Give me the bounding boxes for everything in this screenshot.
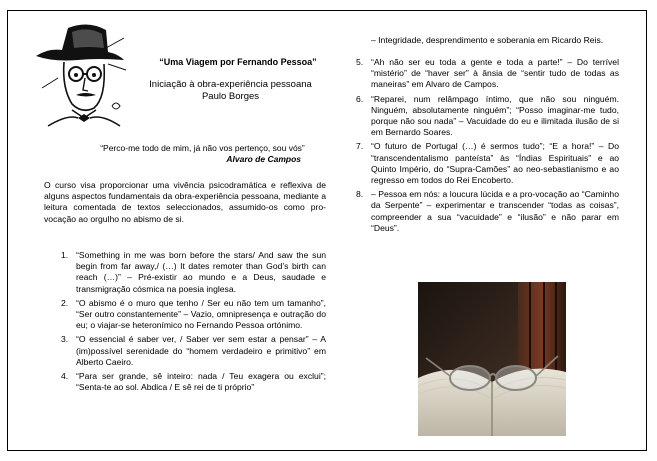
subtitle-course: Iniciação à obra-experiência pessoana xyxy=(149,79,312,90)
list-item: 3. “O essencial é saber ver, / Saber ver sem estar a pensar” – A (im)possível serenidade do “homem verdadeiro e primitivo” em Alberto Caeiro. xyxy=(61,334,326,367)
list-item: 4. “Para ser grande, sê inteiro: nada / Teu exagera ou exclui”; “Senta-te ao sol. Abdica / E sê rei de ti próprio” xyxy=(61,371,326,393)
list-item: 6. “Reparei, num relâmpago íntimo, que não sou ninguém. Ninguém, absolutamente ninguém”; “Posso imaginar-me tudo, porque não sou nada” – Vacuidade do eu e ilimitada ilusão de si em Bernardo Soares. xyxy=(356,93,619,138)
intro-paragraph: O curso visa proporcionar uma vivência psicodramática e reflexiva de alguns aspectos fundamentais da obra-experiência pessoana, mediante a leitura comentada de textos seleccionados, assumido-os como pro-vocação ao orgulho no abismo de si. xyxy=(44,180,326,224)
subtitle xyxy=(128,79,333,103)
item-4-continuation: – Integridade, desprendimento e soberania em Ricardo Reis. xyxy=(371,35,604,45)
epigraph xyxy=(80,143,325,165)
pessoa-portrait-image xyxy=(28,18,128,128)
topic-list-left xyxy=(61,250,326,396)
list-item: 2. “O abismo é o muro que tenho / Ser eu não tem um tamanho”, “Ser outro constantemente” – Vazio, omnipresença e outração do eu; o viajar-se heteronímico no Fernando Pessoa ortónimo. xyxy=(61,297,326,331)
list-item: 5. “Ah não ser eu toda a gente e toda a parte!” – Do terrível “mistério” de “haver ser” à ânsia de “sentir tudo de todas as maneiras” em Alvaro de Campos. xyxy=(356,57,619,90)
subtitle-author: Paulo Borges xyxy=(201,91,260,102)
topic-list-right xyxy=(356,57,619,237)
glasses-on-book-photo xyxy=(418,282,566,436)
epigraph-author: Alvaro de Campos xyxy=(226,154,301,164)
list-item: 7. “O futuro de Portugal (…) é sermos tudo”; “E a hora!” – Do “transcendentalismo panteísta” às “Índias Espirituais” e ao Quinto Império, do “Supra-Camões” ao neo-sebastianismo e ao regresso em todos do Rei Encoberto. xyxy=(356,141,619,186)
page-title: “Uma Viagem por Fernando Pessoa” xyxy=(159,57,317,67)
list-item: 1. “Something in me was born before the stars/ And saw the sun begin from far away,/ (…) It dates remoter than God’s birth can reach (…)” – Pré-existir ao mundo e a Deus, saudade e transmigração cósmica na poesia inglesa. xyxy=(61,250,326,294)
list-item: 8. – Pessoa em nós: a loucura lúcida e a pro-vocação ao “Caminho da Serpente” – experimentar e transcender “todas as coisas”, compreender a sua “vacuidade” e “ilusão” e não parar em “Deus”. xyxy=(356,189,619,233)
epigraph-text: “Perco-me todo de mim, já não vos pertenço, sou vós” xyxy=(100,143,305,153)
